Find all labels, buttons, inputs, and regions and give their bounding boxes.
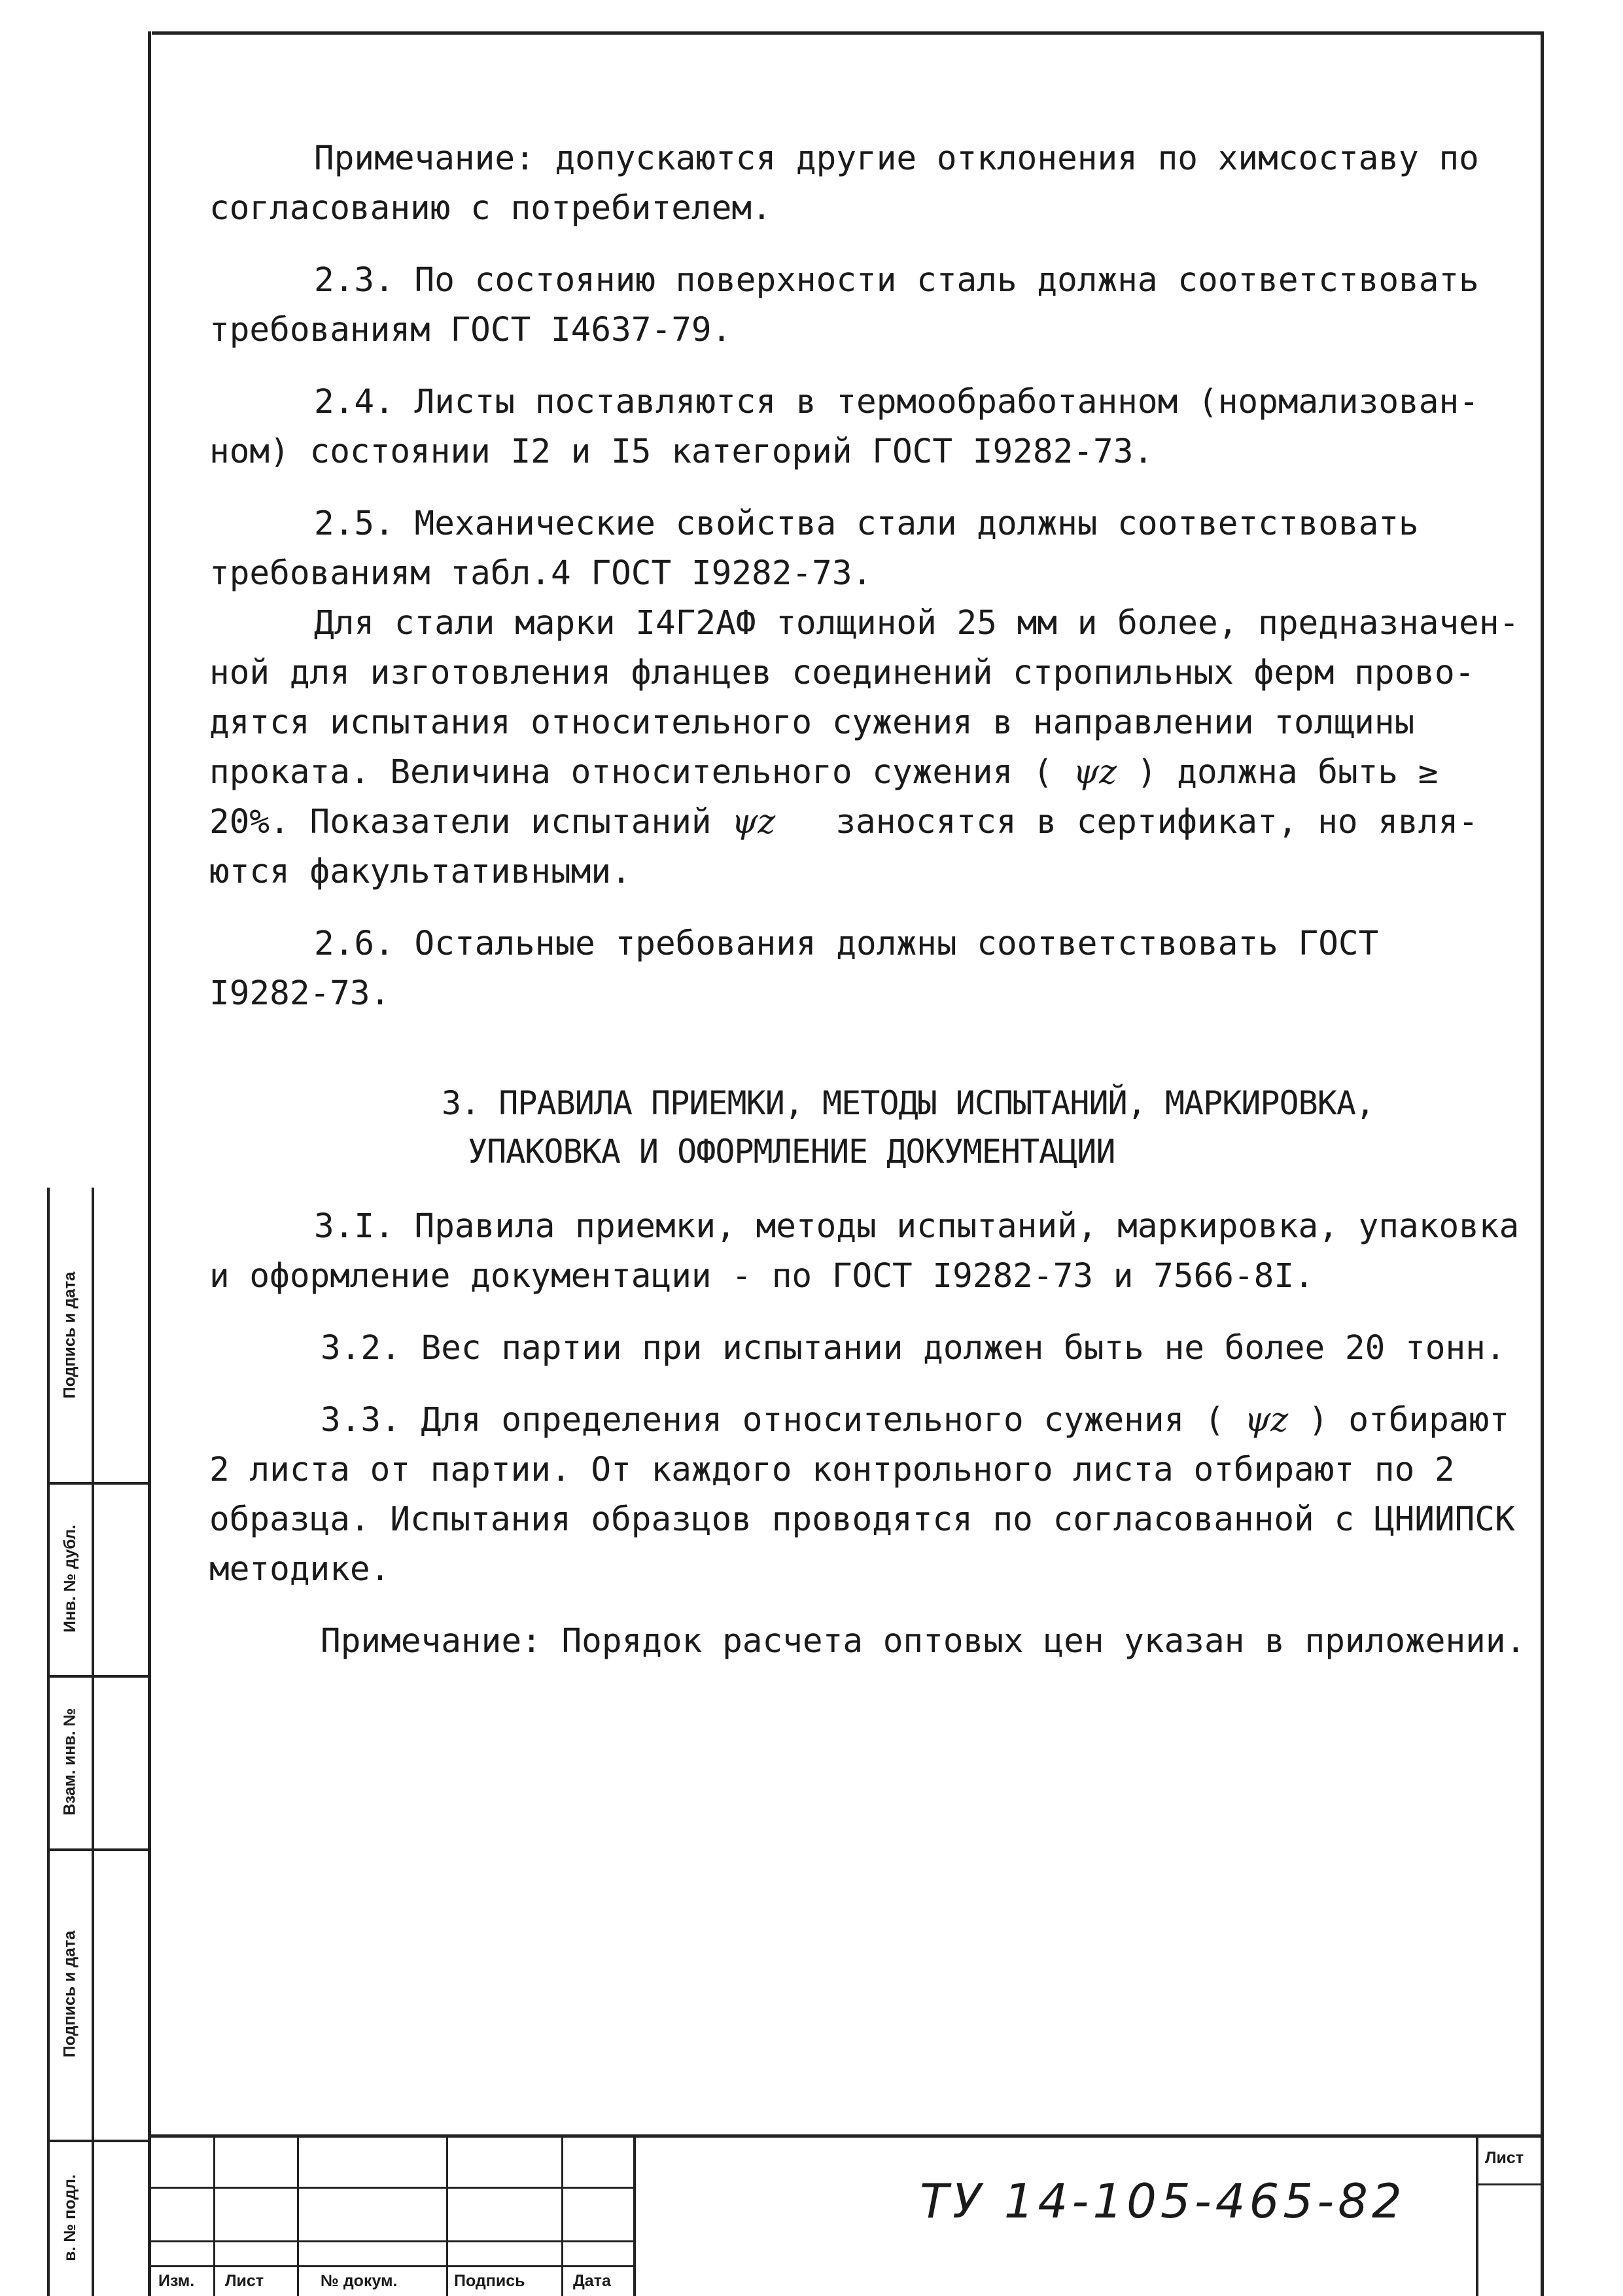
clause-3-3-line-3: образца. Испытания образцов проводятся по согласованной с ЦНИИПСК — [209, 1500, 1515, 1539]
title-block-col-line — [561, 2134, 563, 2296]
clause-2-5-line-3: Для стали марки I4Г2АФ толщиной 25 мм и более, предназначен- — [314, 604, 1520, 643]
section-3-heading-line-2: УПАКОВКА И ОФОРМЛЕНИЕ ДОКУМЕНТАЦИИ — [468, 1133, 1115, 1171]
title-block-top-line — [148, 2134, 1544, 2138]
title-block-col-line — [213, 2134, 215, 2296]
clause-2-6-line-2: I9282-73. — [209, 974, 391, 1013]
frame-right-line — [1541, 31, 1544, 2296]
clause-3-2: 3.2. Вес партии при испытании должен быть не более 20 тонн. — [321, 1329, 1506, 1368]
clause-2-5-line-8: ются факультативными. — [209, 853, 631, 891]
clause-2-5-line-6: проката. Величина относительного сужения ( ψz ) должна быть ≥ — [209, 753, 1439, 792]
col-label-signature: Подпись — [454, 2272, 525, 2290]
clause-2-3-line-1: 2.3. По состоянию поверхности сталь должна соответствовать — [314, 261, 1479, 300]
sheet-cell-left-line — [1476, 2134, 1478, 2296]
pricing-note: Примечание: Порядок расчета оптовых цен указан в приложении. — [321, 1622, 1526, 1661]
title-block — [148, 2134, 1544, 2296]
col-label-date: Дата — [573, 2272, 611, 2290]
clause-2-4-line-1: 2.4. Листы поставляются в термообработанном (нормализован- — [314, 383, 1479, 421]
clause-2-5-line-2: требованиям табл.4 ГОСТ I9282-73. — [209, 554, 873, 593]
title-block-col-line — [297, 2134, 299, 2296]
note-line-2: согласованию с потребителем. — [209, 189, 772, 228]
title-block-col-line — [633, 2134, 636, 2296]
psi-symbol: ψz — [1073, 753, 1117, 792]
note-line-1: Примечание: допускаются другие отклонения по химсоставу по — [314, 139, 1479, 178]
strip-label-vzam-inv: Взам. инв. № — [60, 1708, 79, 1816]
document-body — [209, 134, 1531, 1667]
clause-2-6-line-1: 2.6. Остальные требования должны соответствовать ГОСТ — [314, 925, 1379, 963]
sheet-label: Лист — [1485, 2149, 1524, 2167]
psi-symbol: ψz — [731, 803, 776, 841]
frame-top-line — [152, 31, 1544, 35]
clause-3-1-line-1: 3.I. Правила приемки, методы испытаний, маркировка, упаковка — [314, 1207, 1520, 1246]
clause-2-5-line-1: 2.5. Механические свойства стали должны соответствовать — [314, 504, 1419, 543]
psi-symbol: ψz — [1244, 1401, 1289, 1439]
strip-label-signature-date-bottom: Подпись и дата — [60, 1930, 79, 2058]
strip-label-signature-date-top: Подпись и дата — [60, 1271, 79, 1398]
section-3-heading-line-1: 3. ПРАВИЛА ПРИЕМКИ, МЕТОДЫ ИСПЫТАНИЙ, МАРКИРОВКА, — [442, 1084, 1375, 1122]
clause-2-5-line-7: 20%. Показатели испытаний ψz заносятся в сертификат, но явля- — [209, 803, 1478, 841]
clause-3-3-line-1: 3.3. Для определения относительного сужения ( ψz ) отбирают — [321, 1401, 1510, 1439]
strip-label-inv-podl: в. № подл. — [60, 2174, 79, 2261]
clause-2-4-line-2: ном) состоянии I2 и I5 категорий ГОСТ I9282-73. — [209, 433, 1154, 471]
strip-label-inv-dubl: Инв. № дубл. — [60, 1525, 79, 1633]
title-block-row-line — [148, 2240, 633, 2242]
side-stamp-strip — [47, 1188, 148, 2296]
title-block-col-line — [446, 2134, 448, 2296]
title-block-row-line — [148, 2265, 633, 2267]
clause-3-1-line-2: и оформление документации - по ГОСТ I9282-73 и 7566-8I. — [209, 1257, 1314, 1296]
col-label-list: Лист — [225, 2272, 264, 2290]
sheet-cell-divider — [1476, 2183, 1544, 2185]
clause-3-3-line-2: 2 листа от партии. От каждого контрольного листа отбирают по 2 — [209, 1451, 1455, 1489]
document-code: ТУ 14-105-465-82 — [920, 2174, 1406, 2229]
clause-2-5-line-5: дятся испытания относительного сужения в направлении толщины — [209, 703, 1415, 742]
clause-2-3-line-2: требованиям ГОСТ I4637-79. — [209, 311, 732, 349]
clause-2-5-line-4: ной для изготовления фланцев соединений стропильных ферм прово- — [209, 654, 1475, 692]
clause-3-3-line-4: методике. — [209, 1550, 391, 1589]
title-block-row-line — [148, 2187, 633, 2189]
col-label-izm: Изм. — [158, 2272, 195, 2290]
frame-left-line — [148, 31, 151, 2296]
col-label-doc-number: № докум. — [321, 2272, 398, 2290]
